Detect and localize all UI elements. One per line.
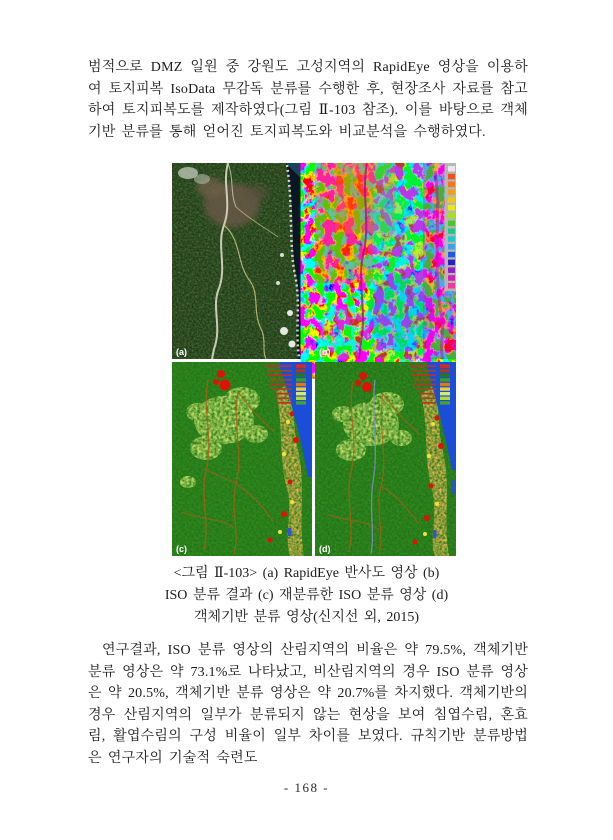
class-legend-chip [440,378,450,381]
iso-legend-chip [448,236,455,242]
iso-legend-chip [448,260,455,266]
panel-c-reclassified-image [172,362,312,556]
panel-a-rapideye-image [172,163,312,359]
iso-legend-chip [448,244,455,250]
figure-image-grid [172,163,456,556]
iso-legend-chip [448,174,455,180]
figure-ii-103 [172,163,456,556]
class-legend-chip [440,383,450,386]
figure-caption [0,563,613,629]
class-legend-chip [296,387,306,390]
class-legend-chip [296,369,306,372]
iso-legend-chip [448,182,455,188]
iso-legend-chip [448,267,455,273]
class-legend-chip [296,383,306,386]
class-legend-chip [440,392,450,395]
iso-legend-strip [445,163,457,291]
iso-legend-chip [448,197,455,203]
iso-legend-chip [448,275,455,281]
class-legend-chip [440,369,450,372]
iso-legend-chip [448,252,455,257]
iso-legend-chip [448,166,455,172]
iso-legend-chip [448,205,455,211]
figure-caption-line-2: ISO 분류 결과 (c) 재분류한 ISO 분류 영상 (d) [164,588,449,603]
page-number: - 168 - [283,780,330,795]
iso-legend-chip [448,283,455,289]
class-legend-chip [296,378,306,381]
class-legend-chip [440,387,450,390]
panel-d-object-based-image [315,362,456,556]
figure-caption-line-3: 객체기반 분류 영상(신지선 외, 2015) [193,610,420,625]
panel-b-iso-classification [315,163,456,359]
panel-c-label: (c) [176,544,187,554]
panel-d-label: (d) [319,544,331,554]
body-paragraph-2: 연구결과, ISO 분류 영상의 산림지역의 비율은 약 79.5%, 객체기반 분류 영상은 약 73.1%로 나타났고, 비산림지역의 경우 ISO 분류 영상은 약 20.5%, 객체기반 분류 영상은 약 20.7%를 차지했다. 객체기반의 경우 산림지역의 일부가 분류되지 않는 현상을 보여 침엽수림, 혼효림, 활엽수림의 구성 비율이 일부 차이를 보였다. 규칙기반 분류방법은 연구자의 기술적 숙련도 [88,643,528,766]
class-legend-chip [296,401,306,404]
iso-legend-chip [448,228,455,234]
class-legend-chip [440,364,450,367]
class-legend-chip [440,397,450,400]
class-legend-chip [296,392,306,395]
class-legend-chip [296,374,306,377]
panel-b-label: (b) [319,347,331,357]
class-legend-chip [296,364,306,367]
class-legend-chip [440,401,450,404]
iso-legend-chip [448,189,455,195]
class-legend-chip [296,397,306,400]
iso-legend-chip [448,221,455,227]
figure-caption-line-1: <그림 Ⅱ-103> (a) RapidEye 반사도 영상 (b) [173,566,440,581]
class-legend-chip [440,374,450,377]
panel-a-label: (a) [176,347,187,357]
body-paragraph-1: 범적으로 DMZ 일원 중 강원도 고성지역의 RapidEye 영상을 이용하여 토지피복 IsoData 무감독 분류를 수행한 후, 현장조사 자료를 참고하여 토지피복도를 제작하였다(그림 Ⅱ-103 참조). 이를 바탕으로 객체기반 분류를 통해 얻어진 토지피복도와 비교분석을 수행하였다. [88,60,528,140]
iso-legend-chip [448,213,455,219]
